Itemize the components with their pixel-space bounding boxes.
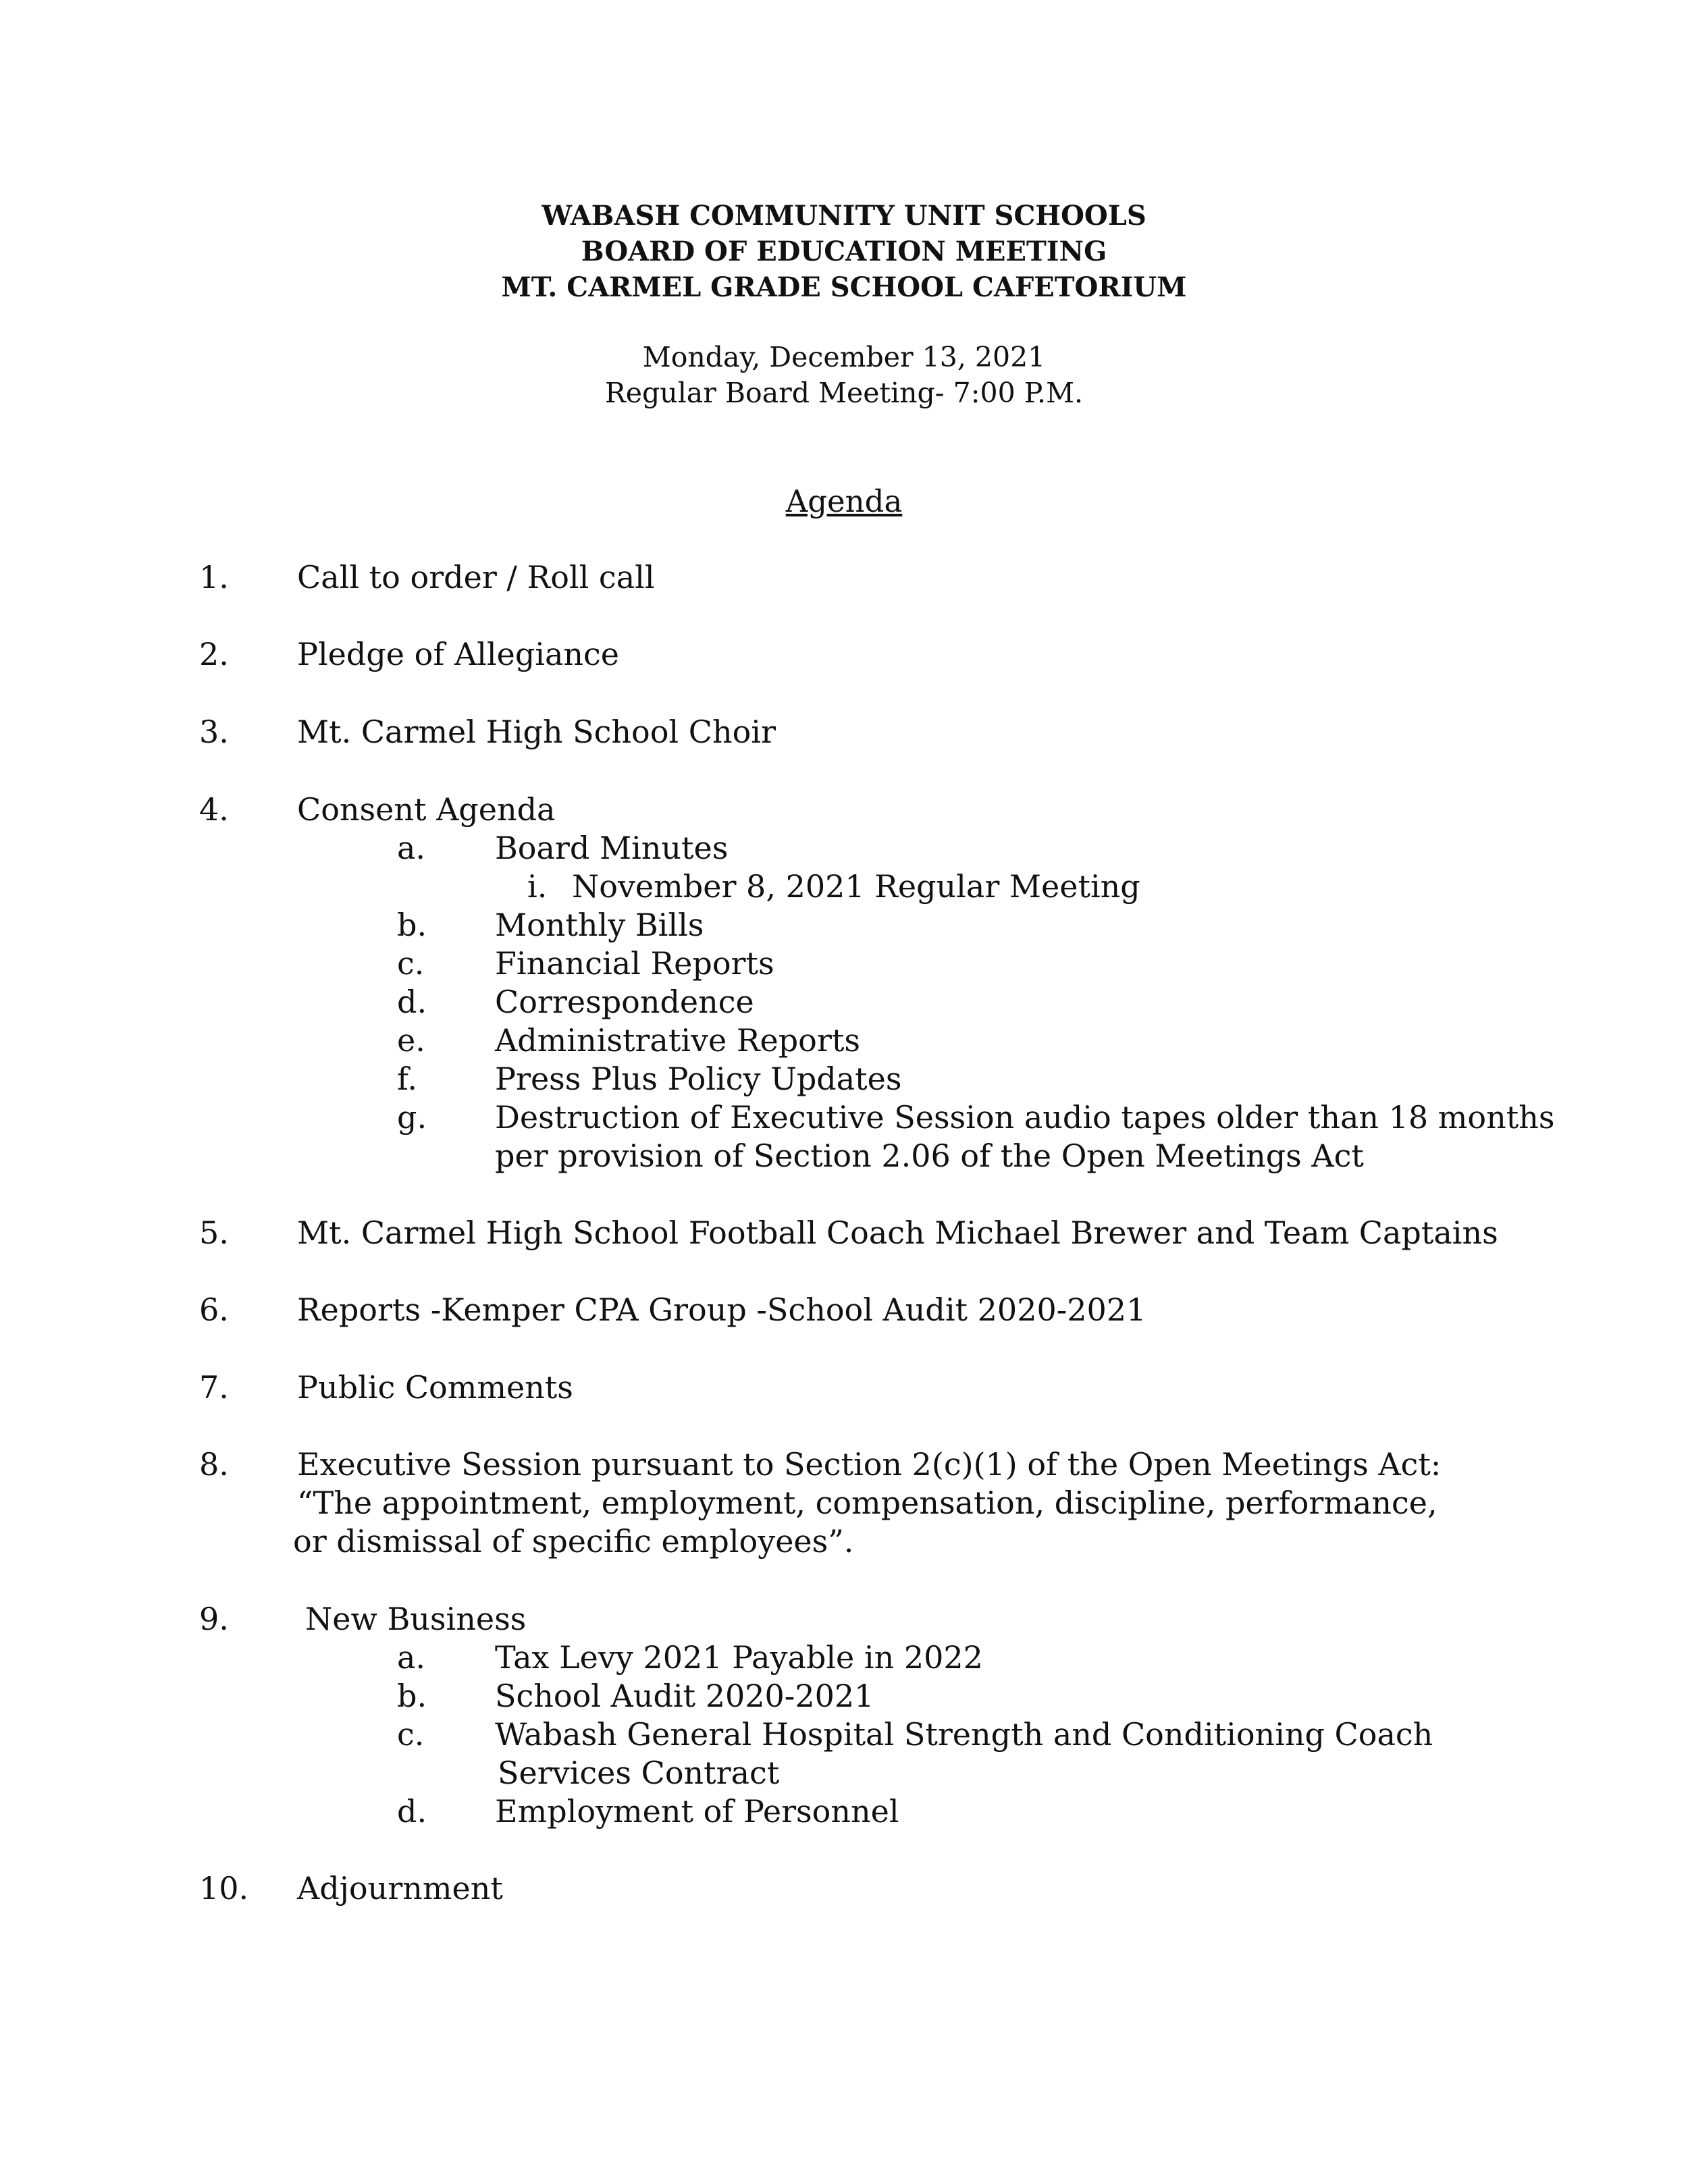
sub-item-letter: d. (397, 984, 427, 1020)
sub-item-text: Board Minutes (495, 830, 729, 866)
item-text: Mt. Carmel High School Football Coach Michael Brewer and Team Captains (297, 1215, 1498, 1251)
sub-item-text-continued: per provision of Section 2.06 of the Open Meetings Act (495, 1138, 1364, 1174)
item-text: Consent Agenda (297, 791, 556, 828)
sub-item-letter: f. (397, 1061, 418, 1097)
sub-item-letter: d. (397, 1793, 427, 1830)
meeting-time: Regular Board Meeting- 7:00 P.M. (604, 377, 1084, 409)
sub-item-text: Employment of Personnel (495, 1793, 899, 1830)
sub-item-text: Tax Levy 2021 Payable in 2022 (495, 1639, 983, 1676)
sub-item-letter: a. (397, 830, 426, 866)
meeting-date: Monday, December 13, 2021 (642, 341, 1046, 373)
sub-item-text: Financial Reports (495, 945, 774, 982)
sub-sub-item-text: November 8, 2021 Regular Meeting (572, 868, 1140, 905)
item-text: Public Comments (297, 1369, 573, 1406)
item-text: New Business (305, 1601, 527, 1637)
district-name: WABASH COMMUNITY UNIT SCHOOLS (542, 200, 1146, 232)
item-text-continued: “The appointment, employment, compensation, discipline, performance, (297, 1485, 1438, 1521)
agenda-title: Agenda (785, 483, 903, 519)
sub-item-text: Wabash General Hospital Strength and Conditioning Coach (495, 1716, 1433, 1753)
item-text: Reports -Kemper CPA Group -School Audit 2020-2021 (297, 1291, 1146, 1328)
item-number: 7. (199, 1369, 229, 1406)
item-text: Adjournment (297, 1870, 503, 1907)
sub-item-text: Monthly Bills (495, 907, 704, 943)
item-text-continued: or dismissal of specific employees”. (293, 1523, 854, 1560)
item-number: 8. (199, 1446, 229, 1483)
item-number: 6. (199, 1291, 229, 1328)
sub-item-letter: c. (397, 1716, 425, 1753)
item-number: 1. (199, 559, 229, 595)
sub-item-text: School Audit 2020-2021 (495, 1678, 874, 1714)
sub-item-text: Administrative Reports (495, 1022, 860, 1059)
meeting-type: BOARD OF EDUCATION MEETING (581, 236, 1107, 267)
item-number: 5. (199, 1215, 229, 1251)
sub-item-letter: g. (397, 1099, 427, 1136)
item-number: 3. (199, 714, 229, 750)
item-number: 4. (199, 791, 229, 828)
item-number: 9. (199, 1601, 229, 1637)
sub-item-letter: e. (397, 1022, 425, 1059)
sub-item-letter: c. (397, 945, 425, 982)
item-number: 2. (199, 636, 229, 672)
sub-sub-item-numeral: i. (527, 868, 548, 905)
sub-item-letter: b. (397, 1678, 427, 1714)
item-number: 10. (199, 1870, 249, 1907)
item-text: Executive Session pursuant to Section 2(c)(1) of the Open Meetings Act: (297, 1446, 1442, 1483)
item-text: Pledge of Allegiance (297, 636, 620, 672)
sub-item-text: Press Plus Policy Updates (495, 1061, 902, 1097)
sub-item-text: Correspondence (495, 984, 754, 1020)
sub-item-text: Destruction of Executive Session audio tapes older than 18 months (495, 1099, 1555, 1136)
sub-item-letter: a. (397, 1639, 426, 1676)
item-text: Mt. Carmel High School Choir (297, 714, 776, 750)
meeting-location: MT. CARMEL GRADE SCHOOL CAFETORIUM (501, 271, 1187, 303)
item-text: Call to order / Roll call (297, 559, 655, 595)
sub-item-text-continued: Services Contract (498, 1755, 780, 1791)
sub-item-letter: b. (397, 907, 427, 943)
